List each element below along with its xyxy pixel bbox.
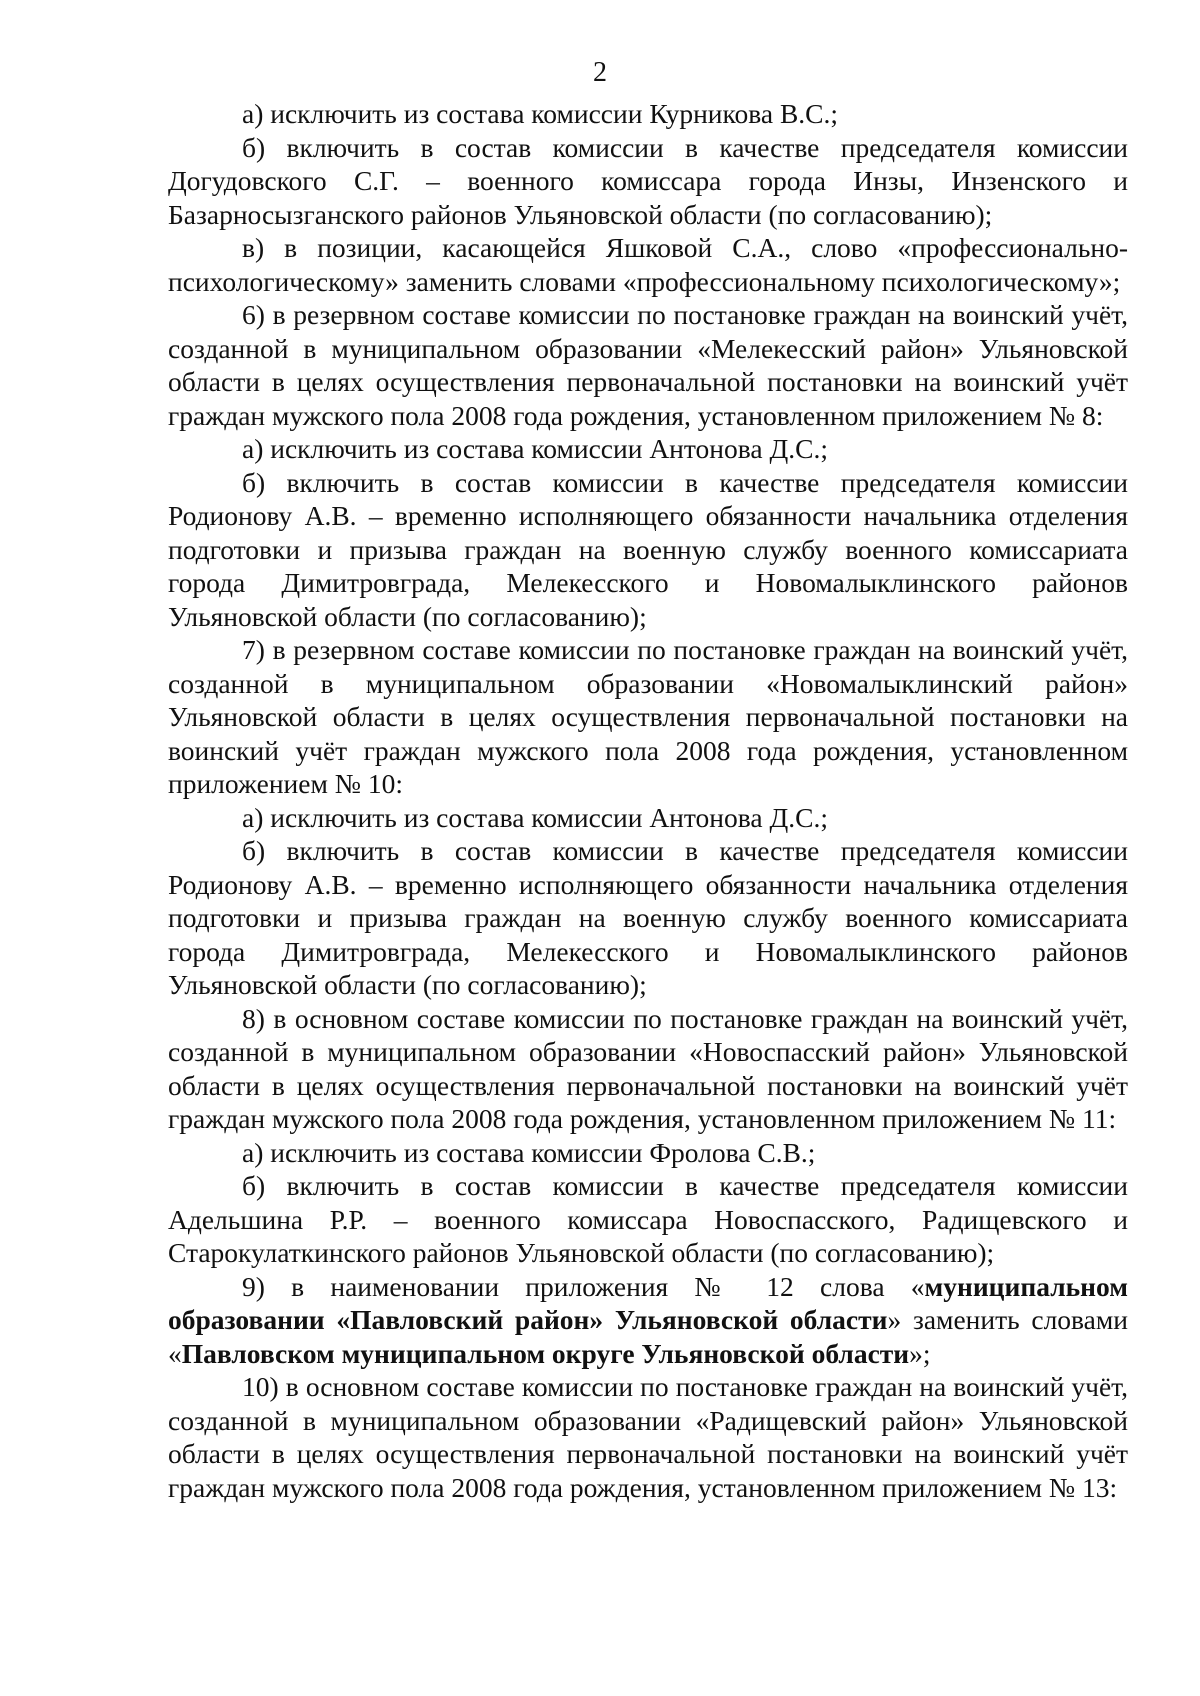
paragraph-8: а) исключить из состава комиссии Антонова Д.С.; [242,801,828,833]
paragraph-10: 8) в основном составе комиссии по постановке граждан на воинский учёт, созданной в муниципальном образовании «Новоспасский район» Ульяновской области в целях осуществления первоначальной постановки на воинский учёт граждан мужского пола 2008 года рождения, установленном приложением № 11: [168,1002,1128,1134]
paragraph-5: а) исключить из состава комиссии Антонова Д.С.; [242,433,828,464]
paragraph-9: б) включить в состав комиссии в качестве председателя комиссии Родионову А.В. – временно исполняющего обязанности начальника отделения подготовки и призыва граждан на военную службу военного комиссариата города Димитровграда, Мелекесского и Новомалыклинского районов Ульяновской области (по согласованию); [168,835,1128,1000]
bold-phrase-new-name: Павловском муниципальном округе Ульяновской области [181,1337,910,1369]
paragraph-13: 9) в наименовании приложения № 12 слова «муниципальном образовании «Павловский район» Ульяновской области» заменить словами «Павловском муниципальном округе Ульяновской области»; [168,1270,1129,1369]
paragraph-1: а) исключить из состава комиссии Курникова В.С.; [242,98,839,129]
paragraph-7: 7) в резервном составе комиссии по постановке граждан на воинский учёт, созданной в муниципальном образовании «Новомалыклинский район» Ульяновской области в целях осуществления первоначальной постановки на воинский учёт граждан мужского пола 2008 года рождения, установленном приложением № 10: [168,634,1128,799]
paragraph-2: б) включить в состав комиссии в качестве председателя комиссии Догудовского С.Г. – военного комиссара города Инзы, Инзенского и Базарносызганского районов Ульяновской области (по согласованию); [168,131,1128,230]
paragraph-14: 10) в основном составе комиссии по постановке граждан на воинский учёт, созданной в муниципальном образовании «Радищевский район» Ульяновской области в целях осуществления первоначальной постановки на воинский учёт граждан мужского пола 2008 года рождения, установленном приложением № 13: [168,1371,1128,1503]
paragraph-12: б) включить в состав комиссии в качестве председателя комиссии Адельшина Р.Р. – военного комиссара Новоспасского, Радищевского и Старокулаткинского районов Ульяновской области (по согласованию); [168,1170,1128,1268]
page-number: 2 [593,57,607,88]
paragraph-6: б) включить в состав комиссии в качестве председателя комиссии Родионову А.В. – временно исполняющего обязанности начальника отделения подготовки и призыва граждан на военную службу военного комиссариата города Димитровграда, Мелекесского и Новомалыклинского районов Ульяновской области (по согласованию); [168,466,1128,632]
paragraph-4: 6) в резервном составе комиссии по постановке граждан на воинский учёт, созданной в муниципальном образовании «Мелекесский район» Ульяновской области в целях осуществления первоначальной постановки на воинский учёт граждан мужского пола 2008 года рождения, установленном приложением № 8: [168,299,1128,431]
document-body [168,97,1128,1504]
bold-phrase-old-name: муниципальном образовании «Павловский район» Ульяновской области [168,1270,1128,1335]
paragraph-11: а) исключить из состава комиссии Фролова С.В.; [242,1136,816,1168]
paragraph-3: в) в позиции, касающейся Яшковой С.А., слово «профессионально-психологическому» заменить словами «профессиональному психологическому»; [168,232,1128,297]
